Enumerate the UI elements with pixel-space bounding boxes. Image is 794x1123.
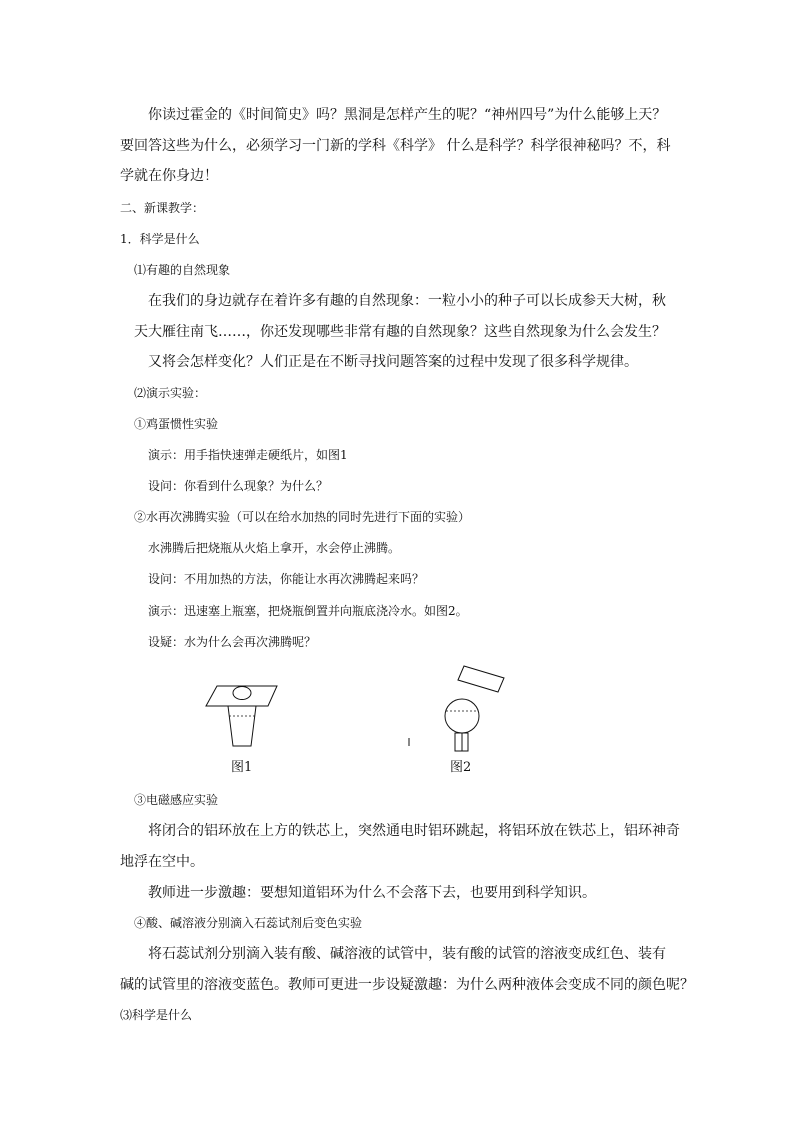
exp-2-line-3: 演示：迅速塞上瓶塞，把烧瓶倒置并向瓶底浇冷水。如图2。 xyxy=(148,604,468,618)
figure-2-flask-bulb xyxy=(445,699,479,733)
figure-2-water-container xyxy=(458,666,504,692)
section-heading-new-lesson: 二、新课教学： xyxy=(120,201,205,215)
exp-3-para-line-2: 地浮在空中。 xyxy=(120,854,204,870)
item-1-para-line-1: 在我们的身边就存在着许多有趣的自然现象：一粒小小的种子可以长成参天大树，秋 xyxy=(148,293,666,309)
figure-2-reboiling-flask xyxy=(400,660,520,756)
exp-1-demo: 演示：用手指快速弹走硬纸片，如图1 xyxy=(148,448,348,462)
figure-1-egg xyxy=(233,687,251,700)
exp-3-para-2: 教师进一步激趣：要想知道铝环为什么不会落下去，也要用到科学知识。 xyxy=(148,885,596,901)
exp-4-para-line-2: 碱的试管里的溶液变蓝色。教师可更进一步设疑激趣：为什么两种液体会变成不同的颜色呢？ xyxy=(120,977,694,993)
figure-1-caption: 图1 xyxy=(231,760,253,775)
item-1-para-line-3: 又将会怎样变化？人们正是在不断寻找问题答案的过程中发现了很多科学规律。 xyxy=(148,354,638,370)
figure-2-caption: 图2 xyxy=(450,760,472,775)
exp-3-para-line-1: 将闭合的铝环放在上方的铁芯上，突然通电时铝环跳起，将铝环放在铁芯上，铝环神奇 xyxy=(148,823,680,839)
exp-2-title: ②水再次沸腾实验（可以在给水加热的同时先进行下面的实验） xyxy=(134,510,471,524)
exp-2-line-2: 设问：不用加热的方法，你能让水再次沸腾起来吗？ xyxy=(148,572,425,586)
exp-1-title: ①鸡蛋惯性实验 xyxy=(134,417,219,431)
intro-line-2: 要回答这些为什么，必须学习一门新的学科《科学》 什么是科学？科学很神秘吗？不，科 xyxy=(120,138,671,154)
item-1-title: ⑴有趣的自然现象 xyxy=(134,263,231,277)
figure-1-glass xyxy=(228,706,256,746)
exp-4-para-line-1: 将石蕊试剂分别滴入装有酸、碱溶液的试管中，装有酸的试管的溶液变成红色、装有 xyxy=(148,946,666,962)
figure-1-egg-inertia xyxy=(200,680,290,752)
item-3-title: ⑶科学是什么 xyxy=(120,1008,193,1022)
exp-2-line-4: 设疑：水为什么会再次沸腾呢？ xyxy=(148,635,317,649)
exp-2-line-1: 水沸腾后把烧瓶从火焰上拿开，水会停止沸腾。 xyxy=(148,541,401,555)
exp-3-title: ③电磁感应实验 xyxy=(134,793,219,807)
exp-1-question: 设问：你看到什么现象？为什么？ xyxy=(148,479,329,493)
intro-line-3: 学就在你身边！ xyxy=(120,168,218,184)
item-2-title: ⑵演示实验： xyxy=(134,386,207,400)
intro-line-1: 你读过霍金的《时间简史》吗？黑洞是怎样产生的呢？“神州四号”为什么能够上天？ xyxy=(148,107,667,123)
figure-1-card xyxy=(206,686,277,706)
exp-4-title: ④酸、碱溶液分别滴入石蕊试剂后变色实验 xyxy=(134,916,363,930)
item-1-para-line-2: 天大雁往南飞……，你还发现哪些非常有趣的自然现象？这些自然现象为什么会发生？ xyxy=(134,324,666,340)
subheading-what-is-science: 1．科学是什么 xyxy=(120,232,200,246)
